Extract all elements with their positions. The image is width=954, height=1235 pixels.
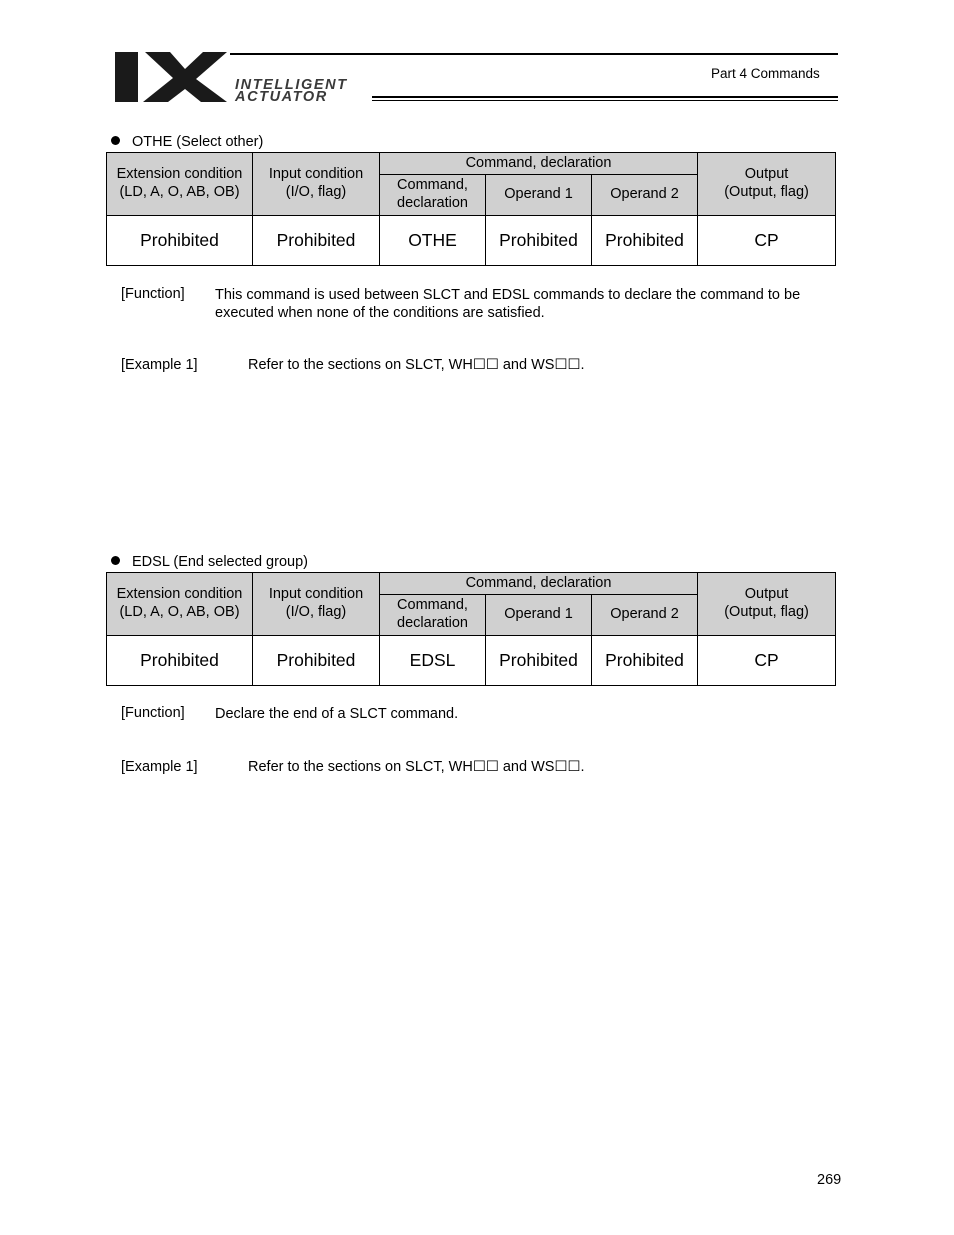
header-rule-bottom-thin xyxy=(372,100,838,101)
header-rule-top xyxy=(230,53,838,55)
header-operand-2: Operand 2 xyxy=(592,175,698,216)
header-command-group: Command, declaration xyxy=(380,573,698,595)
example-label: [Example 1] xyxy=(121,759,198,775)
cell-output: CP xyxy=(698,216,836,266)
command-table-othe xyxy=(106,152,836,266)
cell-command: EDSL xyxy=(380,636,486,686)
section-title-othe: OTHE (Select other) xyxy=(111,134,263,150)
header-output: Output (Output, flag) xyxy=(698,153,836,216)
command-table-edsl xyxy=(106,572,836,686)
cell-command: OTHE xyxy=(380,216,486,266)
cell-operand-2: Prohibited xyxy=(592,216,698,266)
header-operand-2: Operand 2 xyxy=(592,595,698,636)
function-text: This command is used between SLCT and EDSL commands to declare the command to be executed when none of the conditions are satisfied. xyxy=(215,287,801,321)
cell-extension: Prohibited xyxy=(107,216,253,266)
cell-extension: Prohibited xyxy=(107,636,253,686)
cell-input: Prohibited xyxy=(253,216,380,266)
function-label: [Function] xyxy=(121,705,185,721)
header-rule-bottom xyxy=(372,96,838,98)
part-label: Part 4 Commands xyxy=(711,66,820,81)
function-label: [Function] xyxy=(121,286,185,302)
function-text: Declare the end of a SLCT command. xyxy=(215,706,459,722)
header-operand-1: Operand 1 xyxy=(486,175,592,216)
cell-operand-2: Prohibited xyxy=(592,636,698,686)
cell-operand-1: Prohibited xyxy=(486,216,592,266)
header-extension-condition: Extension condition (LD, A, O, AB, OB) xyxy=(107,573,253,636)
bullet-icon xyxy=(111,556,120,565)
header-command-group: Command, declaration xyxy=(380,153,698,175)
header-input-condition: Input condition (I/O, flag) xyxy=(253,153,380,216)
cell-output: CP xyxy=(698,636,836,686)
header-output: Output (Output, flag) xyxy=(698,573,836,636)
example-text: Refer to the sections on SLCT, WH☐☐ and WS☐☐. xyxy=(248,759,585,775)
cell-operand-1: Prohibited xyxy=(486,636,592,686)
brand-line-2: ACTUATOR xyxy=(235,89,328,105)
header-command-declaration: Command, declaration xyxy=(380,175,486,216)
section-title-edsl: EDSL (End selected group) xyxy=(111,554,308,570)
header-operand-1: Operand 1 xyxy=(486,595,592,636)
bullet-icon xyxy=(111,136,120,145)
ix-logo xyxy=(115,52,227,104)
example-text: Refer to the sections on SLCT, WH☐☐ and WS☐☐. xyxy=(248,357,585,373)
page-number: 269 xyxy=(817,1172,842,1188)
header-input-condition: Input condition (I/O, flag) xyxy=(253,573,380,636)
header-extension-condition: Extension condition (LD, A, O, AB, OB) xyxy=(107,153,253,216)
cell-input: Prohibited xyxy=(253,636,380,686)
header-command-declaration: Command, declaration xyxy=(380,595,486,636)
example-label: [Example 1] xyxy=(121,357,198,373)
brand-line-1: INTELLIGENT xyxy=(235,77,348,93)
